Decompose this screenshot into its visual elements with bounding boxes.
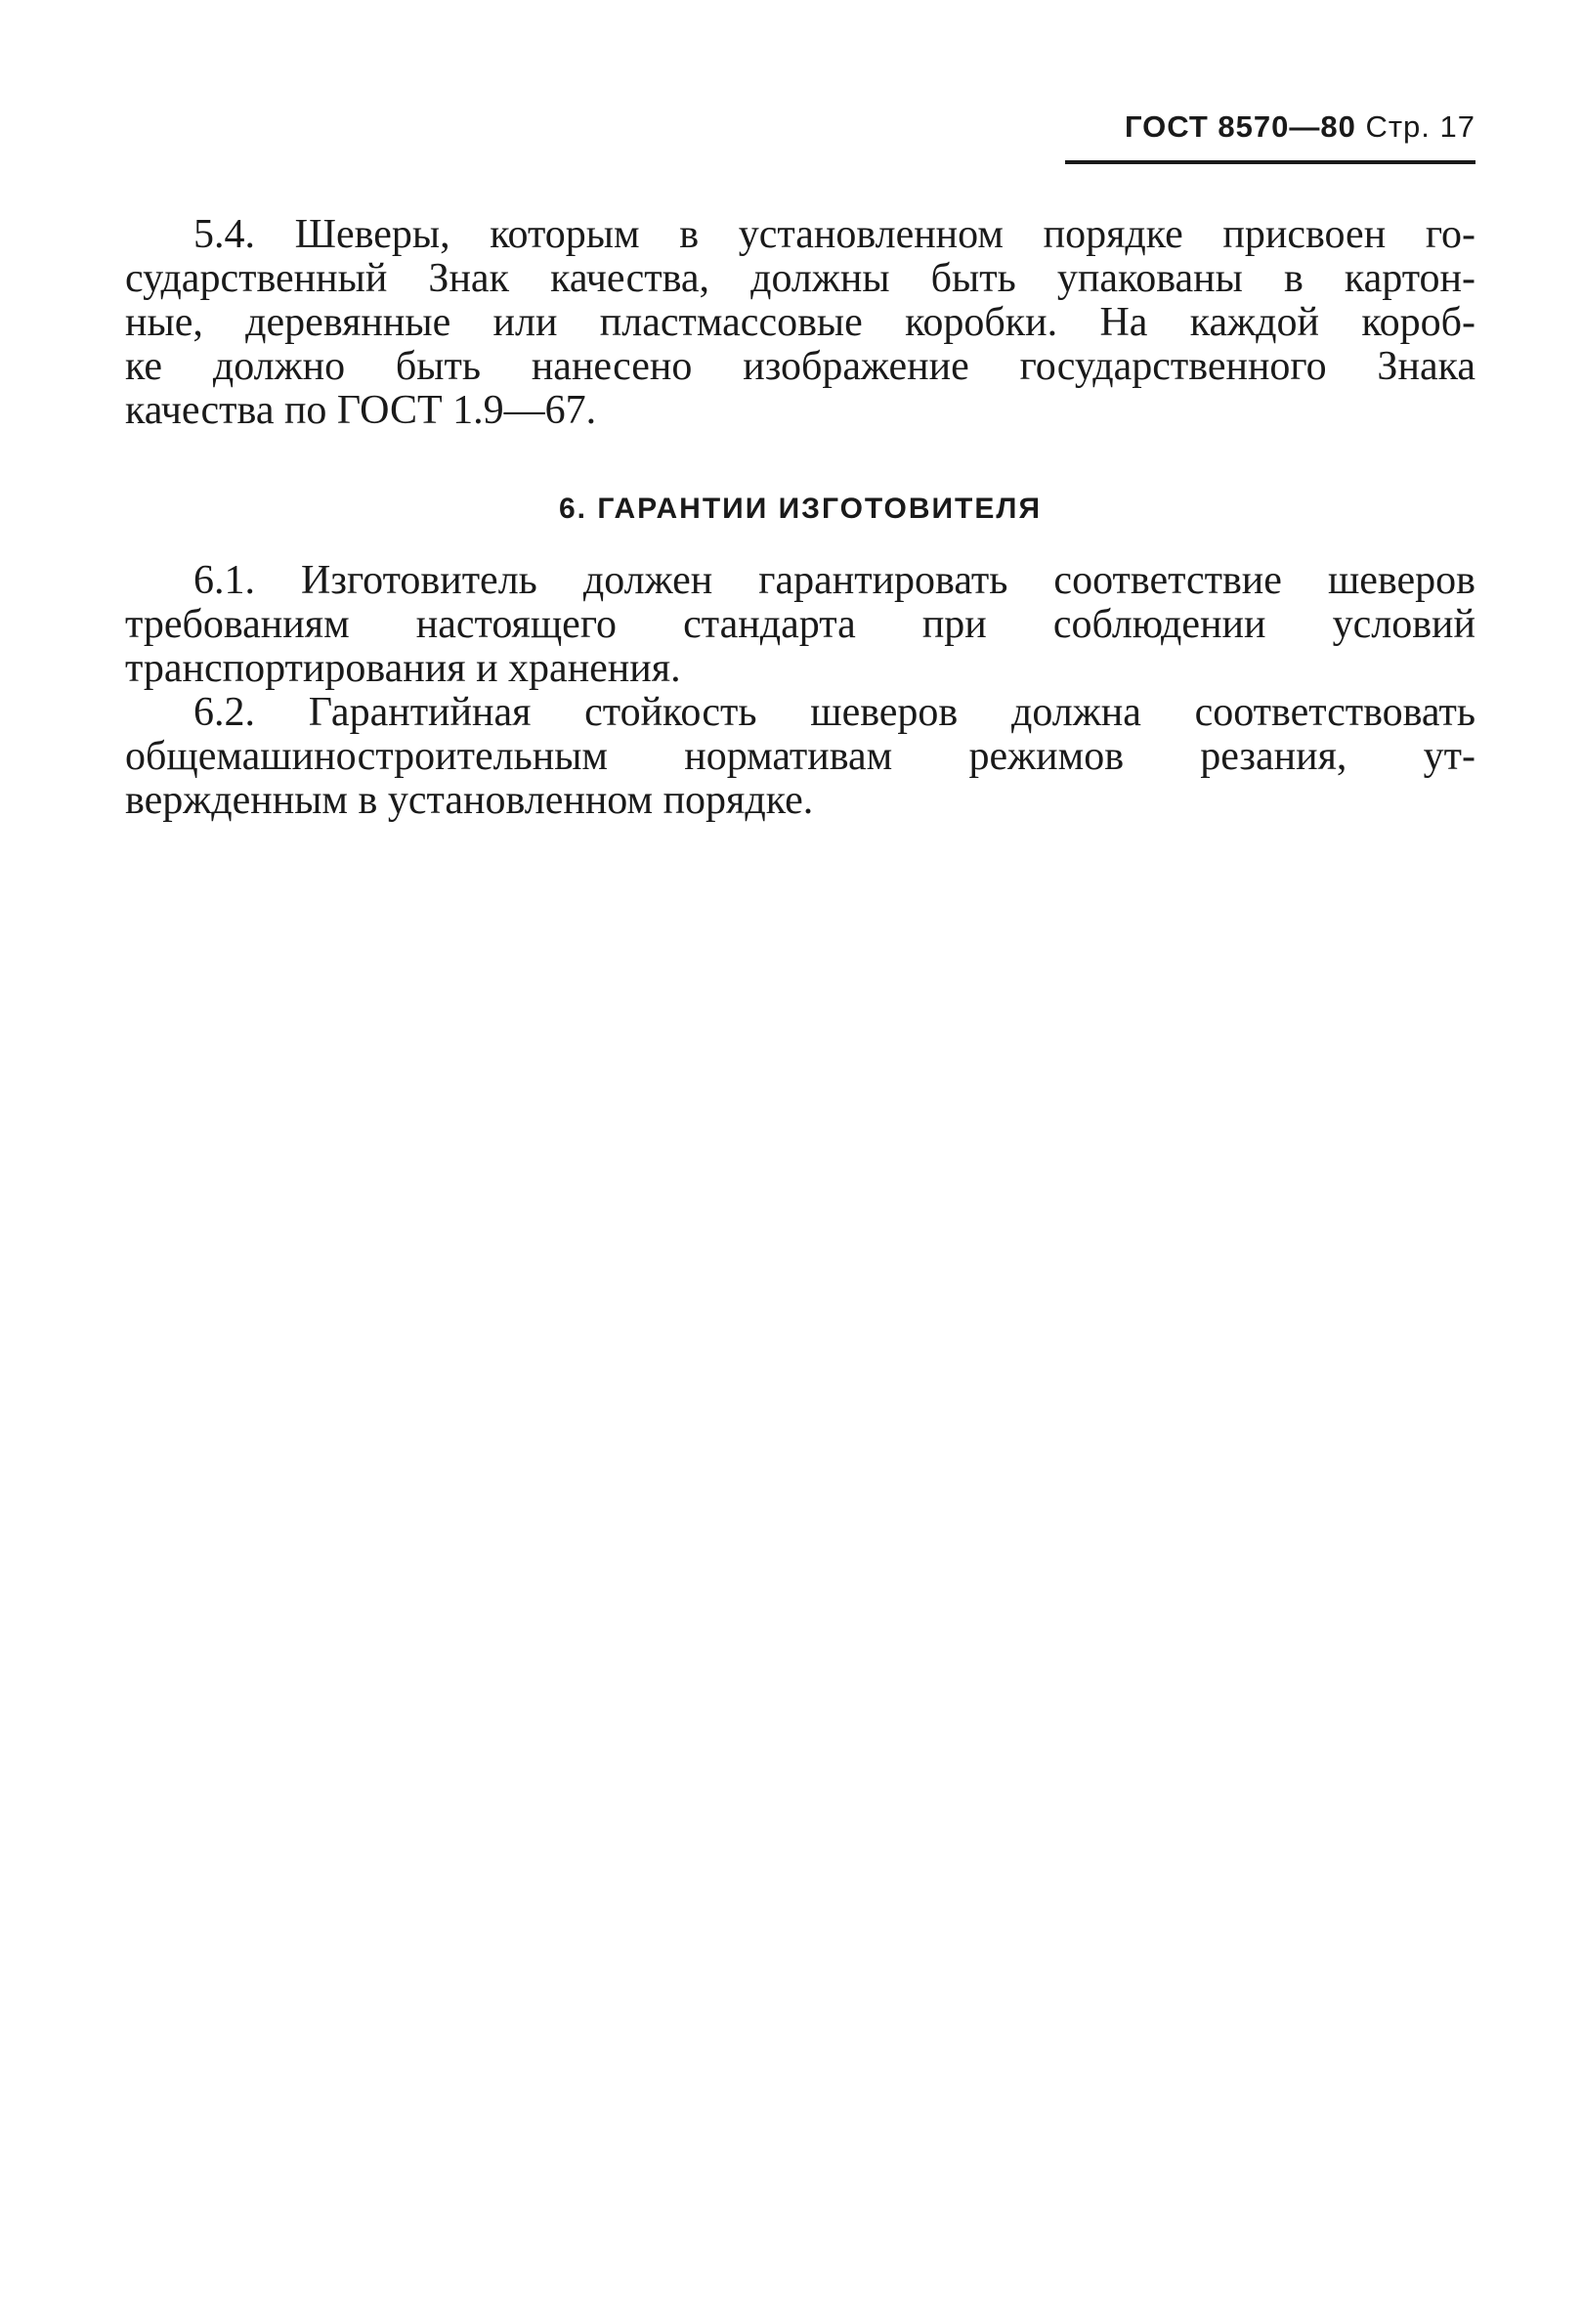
paragraph-line: ные, деревянные или пластмассовые коробки. На каждой короб- <box>125 300 1475 345</box>
paragraph-line: ке должно быть нанесено изображение государственного Знака <box>125 344 1475 389</box>
paragraph-line: общемашиностроительным нормативам режимов резания, ут- <box>125 734 1475 779</box>
section-title: 6. ГАРАНТИИ ИЗГОТОВИТЕЛЯ <box>558 493 1042 525</box>
paragraph-6-1 <box>125 559 1475 691</box>
running-header <box>1065 109 1475 145</box>
paragraph-line: сударственный Знак качества, должны быть упакованы в картон- <box>125 256 1475 301</box>
paragraph-6-2 <box>125 691 1475 823</box>
paragraph-line: качества по ГОСТ 1.9—67. <box>125 388 597 433</box>
header-rule <box>1065 160 1475 164</box>
page-number: Стр. 17 <box>1365 109 1475 144</box>
paragraph-line: 5.4. Шеверы, которым в установленном порядке присвоен го- <box>193 212 1475 257</box>
paragraph-line: требованиям настоящего стандарта при соблюдении условий <box>125 602 1475 647</box>
paragraph-line: 6.2. Гарантийная стойкость шеверов должна соответствовать <box>193 690 1475 735</box>
paragraph-line: 6.1. Изготовитель должен гарантировать соответствие шеверов <box>193 558 1475 603</box>
paragraph-line: транспортирования и хранения. <box>125 646 681 691</box>
paragraph-5-4 <box>125 213 1475 433</box>
standard-number: ГОСТ 8570—80 <box>1124 109 1356 144</box>
paragraph-line: вержденным в установленном порядке. <box>125 778 814 823</box>
